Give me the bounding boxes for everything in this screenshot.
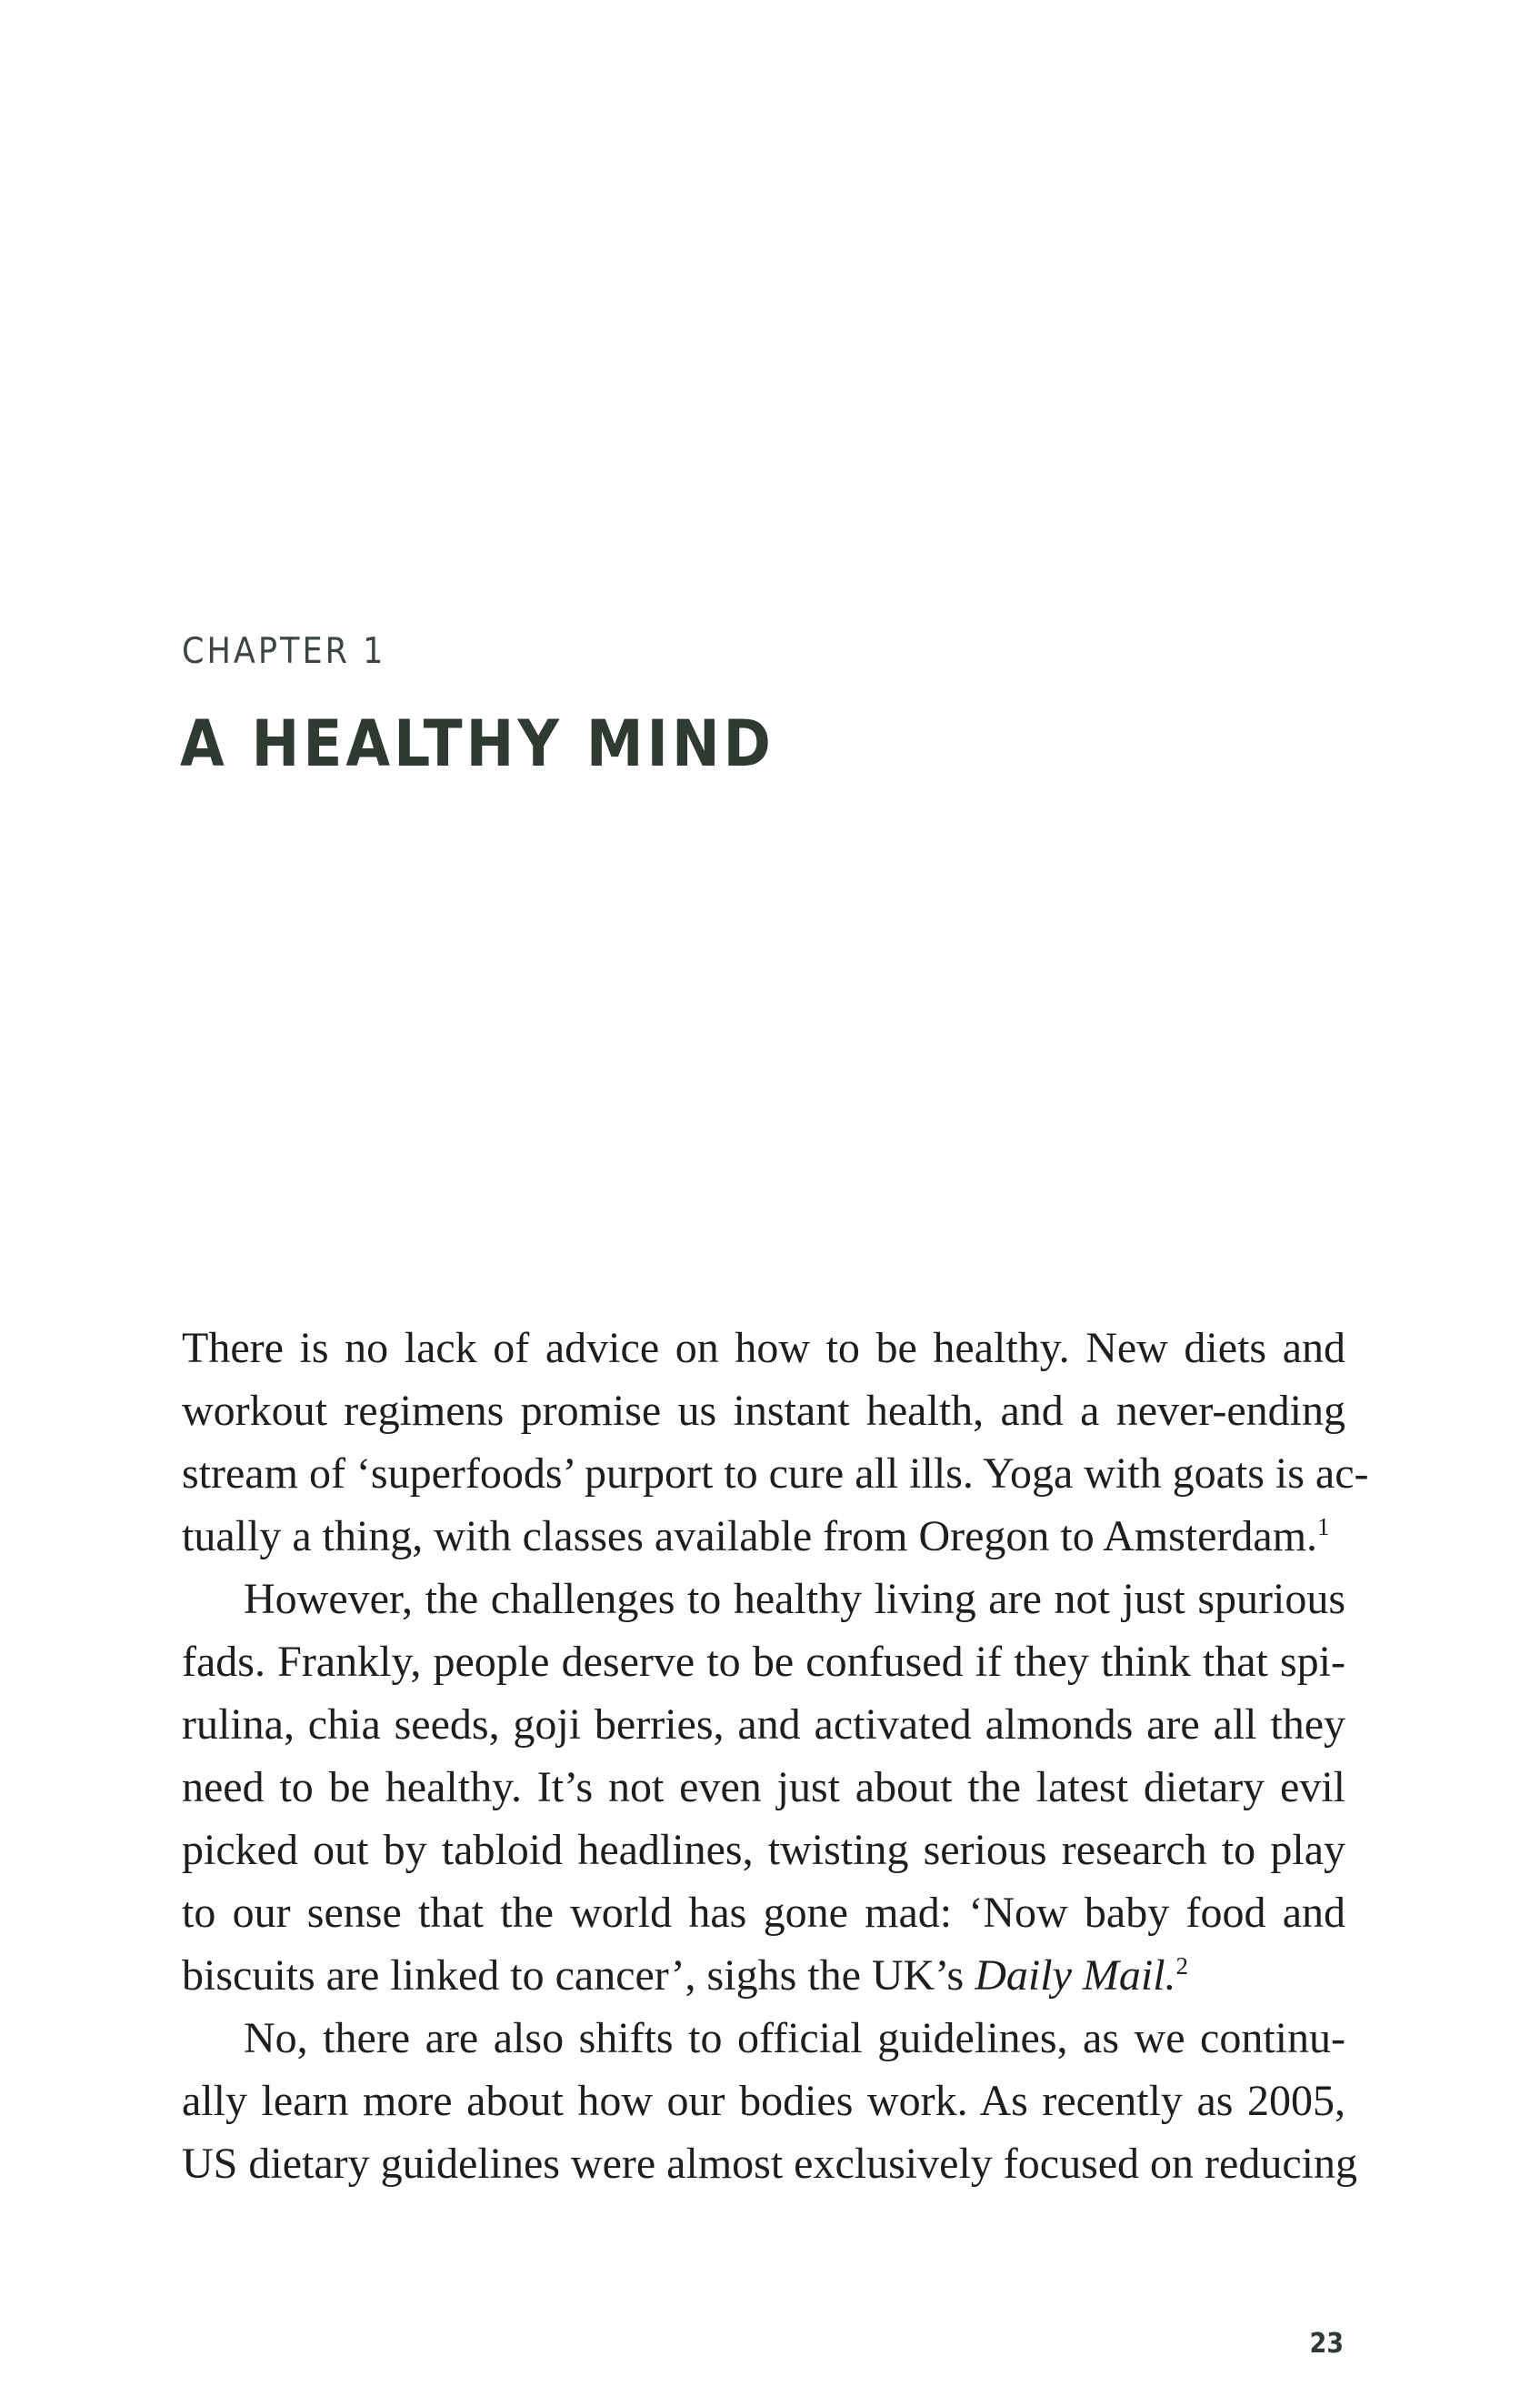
text-line: rulina, chia seeds, goji berries, and activated almonds are all they bbox=[182, 1700, 1345, 1749]
text-line: stream of ‘superfoods’ purport to cure all ills. Yoga with goats is ac- bbox=[182, 1449, 1369, 1498]
text-line: need to be healthy. It’s not even just about the latest dietary evil bbox=[182, 1763, 1345, 1811]
text-line: There is no lack of advice on how to be healthy. New diets and bbox=[182, 1324, 1345, 1372]
text-line-last bbox=[182, 1505, 1345, 1568]
paragraph-1 bbox=[182, 1317, 1369, 1568]
text-line: fads. Frankly, people deserve to be confused if they think that spi- bbox=[182, 1638, 1345, 1686]
footnote-ref: 2 bbox=[1175, 1952, 1189, 1980]
text-line: ally learn more about how our bodies work. As recently as 2005, bbox=[182, 2077, 1345, 2125]
text-line-content: tually a thing, with classes available from Oregon to Amsterdam. bbox=[182, 1512, 1318, 1560]
publication-name: Daily Mail. bbox=[975, 1951, 1176, 2000]
chapter-title: A HEALTHY MIND bbox=[180, 707, 775, 781]
body-text bbox=[182, 1317, 1369, 2195]
text-line: workout regimens promise us instant health, and a never-ending bbox=[182, 1387, 1345, 1435]
text-line: picked out by tabloid headlines, twisting serious research to play bbox=[182, 1826, 1345, 1874]
footnote-ref: 1 bbox=[1317, 1513, 1330, 1540]
text-line: US dietary guidelines were almost exclusively focused on reducing bbox=[182, 2140, 1357, 2188]
text-line-content: biscuits are linked to cancer’, sighs the UK’s bbox=[182, 1951, 975, 2000]
chapter-label: CHAPTER 1 bbox=[182, 631, 386, 672]
text-line-last bbox=[182, 1944, 1345, 2007]
page-number: 23 bbox=[1309, 2328, 1344, 2360]
text-line: to our sense that the world has gone mad: ‘Now baby food and bbox=[182, 1889, 1345, 1937]
text-line: No, there are also shifts to official guidelines, as we continu- bbox=[244, 2014, 1345, 2062]
paragraph-3 bbox=[182, 2007, 1357, 2195]
paragraph-2 bbox=[182, 1568, 1345, 2007]
text-line: However, the challenges to healthy living are not just spurious bbox=[244, 1575, 1345, 1623]
